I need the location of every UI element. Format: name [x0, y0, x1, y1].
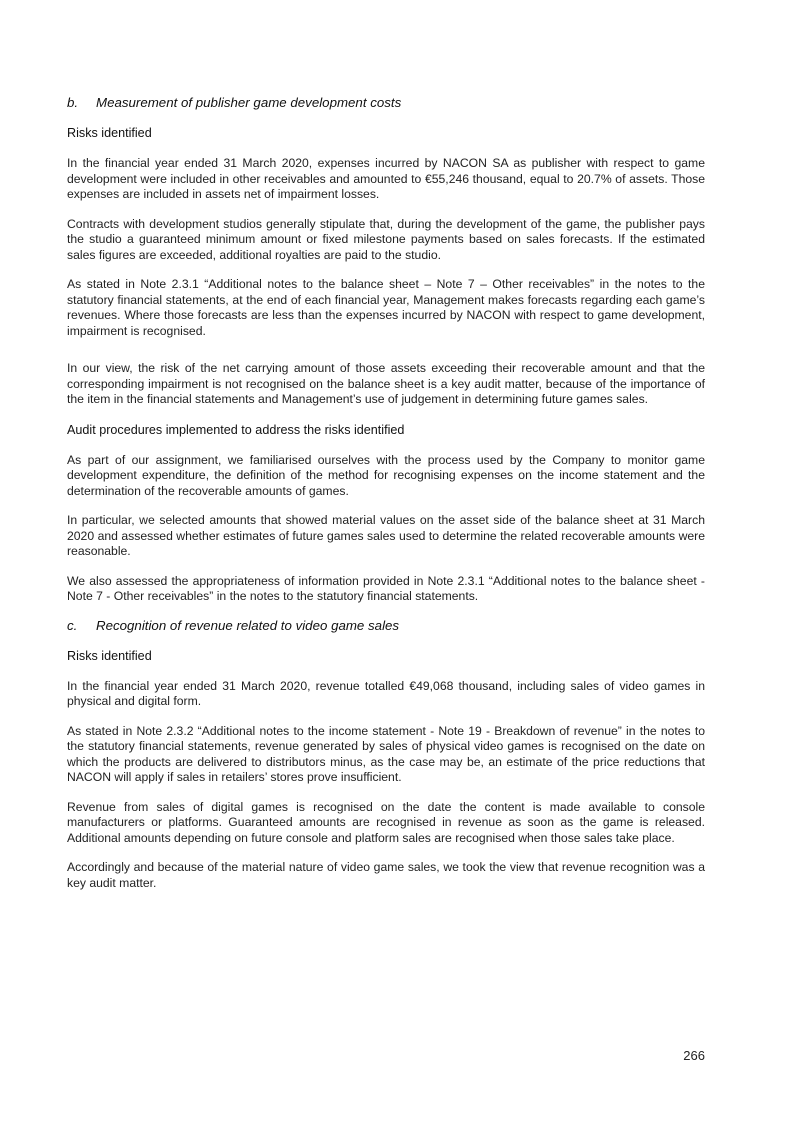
section-b-risk-paragraph-3: As stated in Note 2.3.1 “Additional notes to the balance sheet – Note 7 – Other receivables” in the notes to the statutory financial statements, at the end of each financial year, Management makes forecasts regarding each game’s revenues. Where those forecasts are less than the expenses incurred by NACON with respect to game development, impairment is recognised. — [67, 277, 705, 338]
section-c-risk-paragraph-3: Revenue from sales of digital games is recognised on the date the content is made available to console manufacturers or platforms. Guaranteed amounts are recognised in revenue as soon as the game is released. Additional amounts depending on future console and platform sales are recognised when those sales take place. — [67, 799, 705, 845]
section-c-risk-paragraph-4: Accordingly and because of the material nature of video game sales, we took the view that revenue recognition was a key audit matter. — [67, 860, 705, 890]
section-b-procedure-paragraph-3: We also assessed the appropriateness of information provided in Note 2.3.1 “Additional notes to the balance sheet - Note 7 - Other receivables” in the notes to the statutory financial statements. — [67, 573, 705, 603]
page-content — [67, 94, 705, 905]
section-c-title: Recognition of revenue related to video game sales — [96, 617, 400, 633]
section-b-risk-paragraph-1: In the financial year ended 31 March 2020, expenses incurred by NACON SA as publisher with respect to game development were included in other receivables and amounted to €55,246 thousand, equal to 20.7% of assets. Those expenses are included in assets net of impairment losses. — [67, 156, 705, 201]
section-c-risk-paragraph-2: As stated in Note 2.3.2 “Additional notes to the income statement - Note 19 - Breakdown of revenue” in the notes to the statutory financial statements, revenue generated by sales of physical video games is recognised on the date on which the products are delivered to distributors minus, as the case may be, an estimate of the price reductions that NACON will apply if sales in retailers’ stores prove insufficient. — [67, 723, 705, 784]
section-b-risks-heading: Risks identified — [67, 126, 152, 140]
page-number: 266 — [683, 1048, 705, 1063]
section-c-marker: c. — [67, 617, 78, 633]
section-b-marker: b. — [67, 95, 79, 110]
section-b-risk-paragraph-4: In our view, the risk of the net carrying amount of those assets exceeding their recoverable amount and that the corresponding impairment is not recognised on the balance sheet is a key audit matter, because of the importance of the item in the financial statements and Management’s use of judgement in determining future games sales. — [67, 361, 705, 406]
section-b-procedures-heading: Audit procedures implemented to address the risks identified — [67, 422, 405, 437]
section-b-procedure-paragraph-2: In particular, we selected amounts that showed material values on the asset side of the balance sheet at 31 March 2020 and assessed whether estimates of future games sales used to determine the related recoverable amounts were reasonable. — [67, 513, 705, 558]
section-b-heading — [67, 94, 705, 112]
section-b-title: Measurement of publisher game development costs — [96, 95, 402, 110]
section-b-procedure-paragraph-1: As part of our assignment, we familiarised ourselves with the process used by the Company to monitor game development expenditure, the definition of the method for recognising expenses on the income statement and the determination of the recoverable amounts of games. — [67, 452, 705, 498]
section-c-risks-heading: Risks identified — [67, 648, 152, 663]
section-c-heading — [67, 617, 705, 635]
section-b-risk-paragraph-2: Contracts with development studios generally stipulate that, during the development of the game, the publisher pays the studio a guaranteed minimum amount or fixed milestone payments based on sales forecasts. If the estimated sales figures are exceeded, additional royalties are paid to the studio. — [67, 216, 705, 262]
section-c-risk-paragraph-1: In the financial year ended 31 March 2020, revenue totalled €49,068 thousand, including sales of video games in physical and digital form. — [67, 678, 705, 708]
